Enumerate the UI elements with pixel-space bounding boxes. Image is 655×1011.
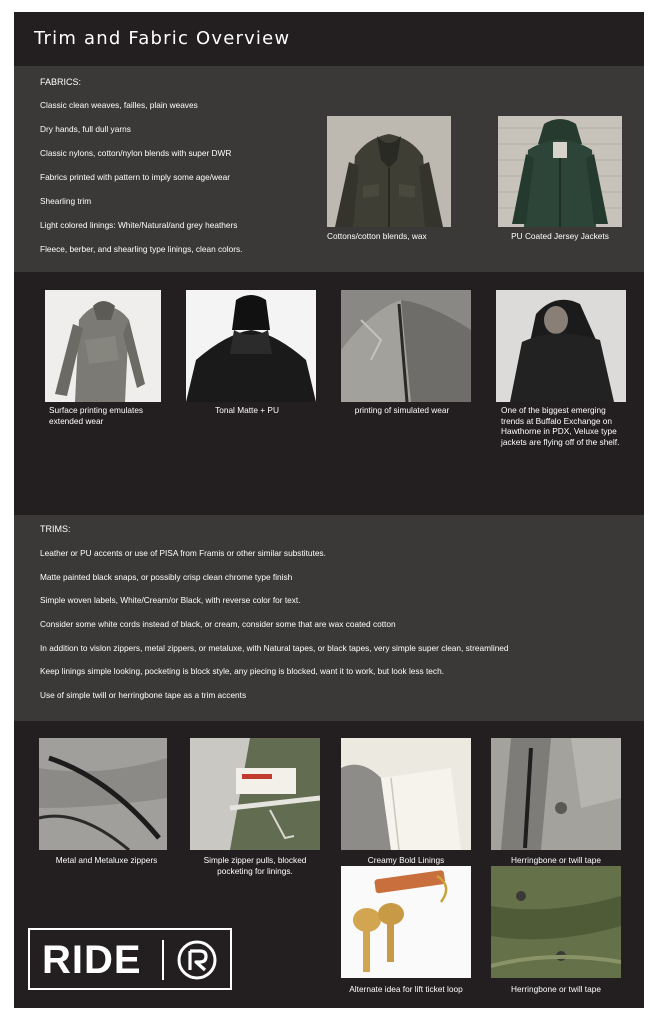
- zipper-pull-photo: [190, 738, 320, 850]
- simulated-wear-photo: [341, 290, 471, 402]
- tonal-matte-photo: [186, 290, 316, 402]
- photo-caption: Simple zipper pulls, blocked pocketing for linings.: [203, 855, 307, 876]
- pu-coated-jacket-photo: [498, 116, 622, 227]
- list-item: Matte painted black snaps, or possibly crisp clean chrome type finish: [40, 571, 293, 582]
- photo-caption: Surface printing emulates extended wear: [49, 405, 144, 426]
- photo-caption: Tonal Matte + PU: [215, 405, 279, 415]
- fabrics-heading: FABRICS:: [40, 77, 82, 87]
- list-item: Classic nylons, cotton/nylon blends with super DWR: [40, 148, 232, 158]
- ride-logo: [28, 928, 232, 990]
- photo-caption: printing of simulated wear: [354, 405, 450, 415]
- trims-list: [40, 547, 509, 713]
- herringbone-tape-olive-photo: [491, 866, 621, 978]
- fabrics-section: [14, 66, 644, 272]
- logo-divider: [162, 940, 164, 980]
- veluxe-jacket-photo: [496, 290, 626, 402]
- list-item: Simple woven labels, White/Cream/or Black, with reverse color for text.: [40, 595, 301, 606]
- list-item: In addition to vislon zippers, metal zippers, or metaluxe, with Natural tapes, or black tapes, very simple super clean, streamlined: [40, 642, 509, 653]
- photo-caption: Metal and Metaluxe zippers: [55, 855, 158, 865]
- logo-wordmark: RIDE: [42, 938, 142, 982]
- list-item: Light colored linings: White/Natural/and grey heathers: [40, 220, 238, 230]
- photo-caption: Herringbone or twill tape: [511, 855, 601, 865]
- list-item: Classic clean weaves, failles, plain weaves: [40, 100, 198, 110]
- photo-caption: Herringbone or twill tape: [511, 984, 601, 994]
- list-item: Fabrics printed with pattern to imply some age/wear: [40, 172, 230, 182]
- fabrics-list: [40, 99, 242, 267]
- herringbone-tape-photo: [491, 738, 621, 850]
- list-item: Keep linings simple looking, pocketing is block style, any piecing is blocked, want it to work, but look less tech.: [40, 666, 444, 677]
- ride-emblem-icon: [176, 939, 218, 981]
- lift-ticket-loop-photo: [341, 866, 471, 978]
- list-item: Consider some white cords instead of black, or cream, consider some that are wax coated cotton: [40, 619, 396, 630]
- creamy-lining-photo: [341, 738, 471, 850]
- photo-caption: One of the biggest emerging trends at Buffalo Exchange on Hawthorne in PDX, Veluxe type jackets are flying off of the shelf.: [501, 405, 620, 447]
- photo-caption: PU Coated Jersey Jackets: [511, 231, 609, 241]
- page-title: Trim and Fabric Overview: [34, 28, 291, 49]
- list-item: Fleece, berber, and shearling type linings, clean colors.: [40, 244, 243, 254]
- photo-caption: Alternate idea for lift ticket loop: [349, 984, 463, 994]
- list-item: Dry hands, full dull yarns: [40, 124, 131, 134]
- trims-section: [14, 515, 644, 721]
- zipper-photo: [39, 738, 167, 850]
- waxed-jacket-photo: [327, 116, 451, 227]
- list-item: Leather or PU accents or use of PISA from Framis or other similar substitutes.: [40, 548, 326, 558]
- lookbook-page: [14, 12, 644, 1008]
- photo-caption: Cottons/cotton blends, wax: [327, 231, 427, 241]
- trims-heading: TRIMS:: [40, 524, 71, 534]
- list-item: Use of simple twill or herringbone tape as a trim accents: [40, 690, 247, 701]
- surface-printing-photo: [45, 290, 161, 402]
- list-item: Shearling trim: [40, 196, 92, 206]
- photo-caption: Creamy Bold Linings: [367, 855, 445, 865]
